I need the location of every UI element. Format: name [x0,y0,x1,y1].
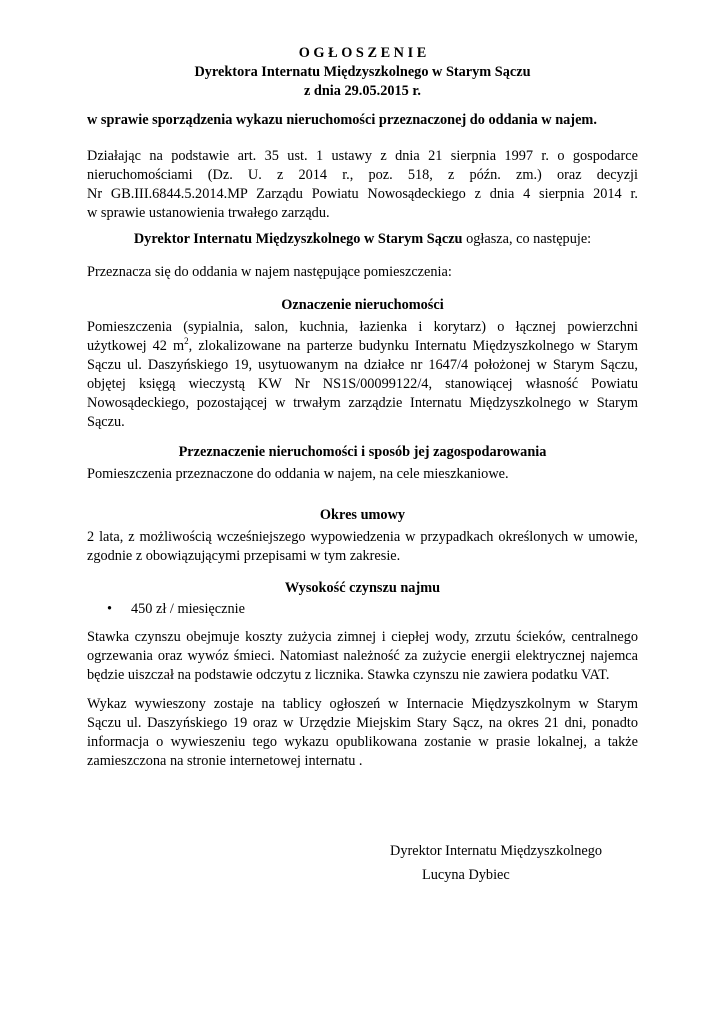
intro-paragraph [87,263,638,282]
subject-line [87,111,638,130]
legal-basis-line-2: nieruchomościami (Dz. U. z 2014 r., poz. 518, z późn. zm.) oraz decyzji [87,167,638,183]
purpose-text: Pomieszczenia przeznaczone do oddania w najem, na cele mieszkaniowe. [87,466,509,482]
legal-basis-line-3: Nr GB.III.6844.5.2014.MP Zarządu Powiatu Nowosądeckiego z dnia 4 sierpnia 2014 r. [87,186,638,202]
legal-basis-line-4: w sprawie ustanowienia trwałego zarządu. [87,205,330,221]
rent-details-paragraph [87,628,638,685]
publication-line-1: Wykaz wywieszony zostaje na tablicy ogłoszeń w Internacie Międzyszkolnym w Starym [87,696,638,712]
rent-line-1: Stawka czynszu obejmuje koszty zużycia zimnej i ciepłej wody, zrzutu ścieków, centralnego [87,629,638,645]
purpose-paragraph [87,465,638,484]
date-line: z dnia 29.05.2015 r. [303,83,422,99]
announcement-rest: ogłasza, co następuje: [462,231,592,247]
purpose-heading [87,443,638,462]
signature-name: Lucyna Dybiec [422,867,510,883]
property-heading-text: Oznaczenie nieruchomości [281,297,444,313]
term-heading [87,506,638,525]
term-paragraph [87,528,638,566]
property-line-1: Pomieszczenia (sypialnia, salon, kuchnia, łazienka i korytarz) o łącznej powierzchni [87,319,638,335]
signature-position: Dyrektor Internatu Międzyszkolnego [390,843,603,859]
rent-heading [87,579,638,598]
publication-line-3: informacja o wywieszeniu tego wykazu opublikowana zostanie w prasie lokalnej, a także [87,734,638,750]
rent-line-2: ogrzewania oraz wywóz śmieci. Natomiast należność za zużycie energii elektrycznej najemca [87,648,638,664]
property-line-4: objętej księgą wieczystą KW Nr NS1S/00099122/4, stanowiącej własność Powiatu [87,376,638,392]
legal-basis-line-1: Działając na podstawie art. 35 ust. 1 ustawy z dnia 21 sierpnia 1997 r. o gospodarce [87,148,638,164]
rent-line-3: będzie uiszczał na podstawie odczytu z licznika. Stawka czynszu nie zawiera podatku VAT. [87,667,610,683]
term-line-1: 2 lata, z możliwością wcześniejszego wypowiedzenia w przypadkach określonych w umowie, [87,529,638,545]
announcement-director: Dyrektor Internatu Międzyszkolnego w Starym Sączu [133,231,463,247]
property-line-6: Sączu. [87,414,125,430]
legal-basis-paragraph [87,147,638,223]
property-line-5: Nowosądeckiego, pozostającej w trwałym zarządzie Internatu Międzyszkolnego w Starym [87,395,638,411]
property-location-text: , zlokalizowane na parterze budynku Internatu Międzyszkolnego w Starym [188,338,638,354]
property-area-text: użytkowej 42 m [87,338,185,354]
property-heading [87,296,638,315]
issuer-line: Dyrektora Internatu Międzyszkolnego w Starym Sączu [194,64,531,80]
term-heading-text: Okres umowy [319,507,406,523]
announcement-statement [87,230,638,249]
document-title: O G Ł O S Z E N I E [298,45,427,61]
property-line-2 [87,337,638,356]
intro-text: Przeznacza się do oddania w najem następujące pomieszczenia: [87,264,452,280]
property-line-3: Sączu ul. Daszyńskiego 19, usytuowanym na działce nr 1647/4 położonej w Starym Sączu, [87,357,638,373]
bullet-icon: • [107,601,113,617]
rent-amount-text: 450 zł / miesięcznie [131,601,245,617]
publication-line-4: zamieszczona na stronie internetowej internatu . [87,753,363,769]
announcement-header [87,44,638,101]
publication-paragraph [87,695,638,771]
property-paragraph [87,318,638,432]
term-line-2: zgodnie z obowiązującymi przepisami w tym zakresie. [87,548,401,564]
purpose-heading-text: Przeznaczenie nieruchomości i sposób jej zagospodarowania [178,444,547,460]
rent-heading-text: Wysokość czynszu najmu [284,580,441,596]
subject-text: w sprawie sporządzenia wykazu nieruchomości przeznaczonej do oddania w najem. [87,112,597,128]
rent-amount-item [107,600,245,619]
area-superscript: 2 [184,336,189,347]
publication-line-2: Sączu ul. Daszyńskiego 19 oraz w Urzędzie Miejskim Stary Sącz, na okres 21 dni, ponadto [87,715,638,731]
